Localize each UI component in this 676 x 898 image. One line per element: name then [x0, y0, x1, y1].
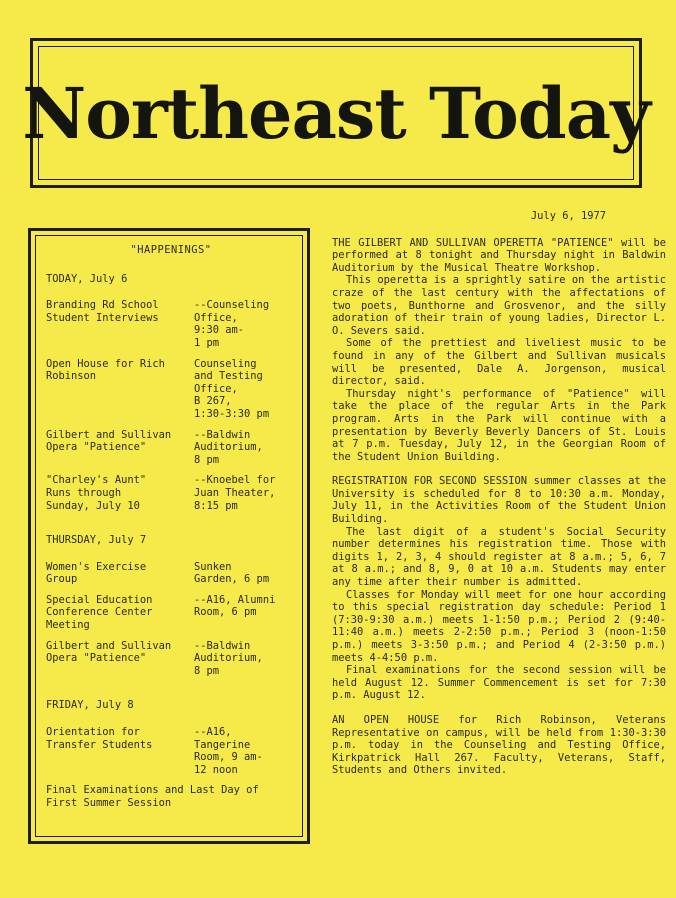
event-row [46, 299, 296, 349]
day-block-thursday [46, 534, 296, 677]
happenings-title: "HAPPENINGS" [130, 244, 212, 256]
event-location: Sunken Garden, 6 pm [194, 560, 270, 586]
news-column [332, 210, 666, 789]
event-location: --Baldwin Auditorium, 8 pm [194, 428, 263, 466]
day-block-today [46, 273, 296, 513]
event-name: Gilbert and Sullivan Opera "Patience" [46, 639, 172, 665]
issue-date: July 6, 1977 [530, 210, 606, 222]
article-paragraph: AN OPEN HOUSE for Rich Robinson, Veterans Representative on campus, will be held from 1:30-3:30 p.m. today in the Counseling and Testing Office, Kirkpatrick Hall 267. Faculty, Veterans, Staff, Students and Others invited. [332, 713, 666, 777]
event-name: Open House for Rich Robinson [46, 357, 165, 383]
event-name: Special Education Conference Center Meeting [46, 593, 153, 632]
event-location: --Knoebel for Juan Theater, 8:15 pm [194, 474, 276, 512]
event-row [46, 429, 296, 467]
article-paragraph: REGISTRATION FOR SECOND SESSION summer classes at the University is scheduled for 8 to 10:30 a.m. Monday, July 11, in the Activities Room of the Student Union Building. [332, 475, 666, 526]
event-row [46, 474, 296, 512]
article-paragraph: The last digit of a student's Social Security number determines his registration time. Those with digits 1, 2, 3, 4 should register at 8 a.m.; 5, 6, 7 at 8 a.m.; and 8, 9, 0 at 10 a.m. Students may enter any time after their number is admitted. [332, 525, 666, 589]
article-paragraph: Classes for Monday will meet for one hour according to this special registration day schedule: Period 1 (7:30-9:30 a.m.) meets 1-1:50 p.m.; Period 2 (9:40-11:40 a.m.) meets 2-2:50 p.m.; Period 3 (noon-1:50 p.m.) meets 3-3:50 p.m.; and Period 4 (2-3:50 p.m.) meets 4-4:50 p.m. [332, 588, 666, 664]
event-name: Women's Exercise Group [46, 560, 147, 586]
event-row [46, 358, 296, 421]
article-paragraph: Some of the prettiest and liveliest music to be found in any of the Gilbert and Sullivan musicals will be presented, Dale A. Jorgenson, musical director, said. [332, 337, 666, 388]
event-row [46, 640, 296, 678]
article-patience [332, 237, 666, 464]
happenings-box [28, 228, 310, 844]
article-paragraph: This operetta is a sprightly satire on the artistic craze of the last century with the affectations of two poets, Bunthorne and Grosvenor, and the silly adoration of their train of young ladies, Director L. O. Severs said. [332, 274, 666, 337]
event-location: --A16, Alumni Room, 6 pm [194, 593, 276, 619]
event-location: Counseling and Testing Office, B 267, 1:30-3:30 pm [194, 357, 270, 420]
masthead-frame [22, 46, 650, 180]
event-row [46, 594, 296, 632]
article-open-house [332, 714, 666, 777]
newsletter-title: Northeast Today [22, 71, 650, 155]
article-paragraph: Thursday night's performance of "Patience" will take the place of the regular Arts in the Park program. Arts in the Park will continue with a presentation by Beverly Beverly Dancers of St. Louis at 7 p.m. Tuesday, July 12, in the Georgian Room of the Student Union Building. [332, 387, 666, 463]
article-paragraph: THE GILBERT AND SULLIVAN OPERETTA "PATIENCE" will be performed at 8 tonight and Thursday night in Baldwin Auditorium by the Musical Theatre Workshop. [332, 236, 666, 274]
day-block-friday [46, 699, 296, 809]
article-registration [332, 475, 666, 702]
event-row [46, 726, 296, 776]
final-exam-note: Final Examinations and Last Day of First Summer Session [46, 784, 259, 809]
day-header: FRIDAY, July 8 [46, 699, 134, 712]
event-location: --Baldwin Auditorium, 8 pm [194, 639, 263, 677]
masthead [22, 38, 650, 188]
event-location: --Counseling Office, 9:30 am- 1 pm [194, 299, 270, 349]
event-row [46, 561, 296, 586]
event-location: --A16, Tangerine Room, 9 am- 12 noon [194, 726, 263, 776]
day-header: THURSDAY, July 7 [46, 534, 147, 547]
happenings-inner [35, 235, 303, 837]
article-paragraph: Final examinations for the second session will be held August 12. Summer Commencement is set for 7:30 p.m. August 12. [332, 664, 666, 702]
day-header: TODAY, July 6 [46, 272, 128, 285]
event-name: Orientation for Transfer Students [46, 726, 153, 751]
event-name: Branding Rd School Student Interviews [46, 299, 159, 324]
event-name: "Charley's Aunt" Runs through Sunday, July 10 [46, 474, 147, 512]
event-name: Gilbert and Sullivan Opera "Patience" [46, 428, 172, 454]
